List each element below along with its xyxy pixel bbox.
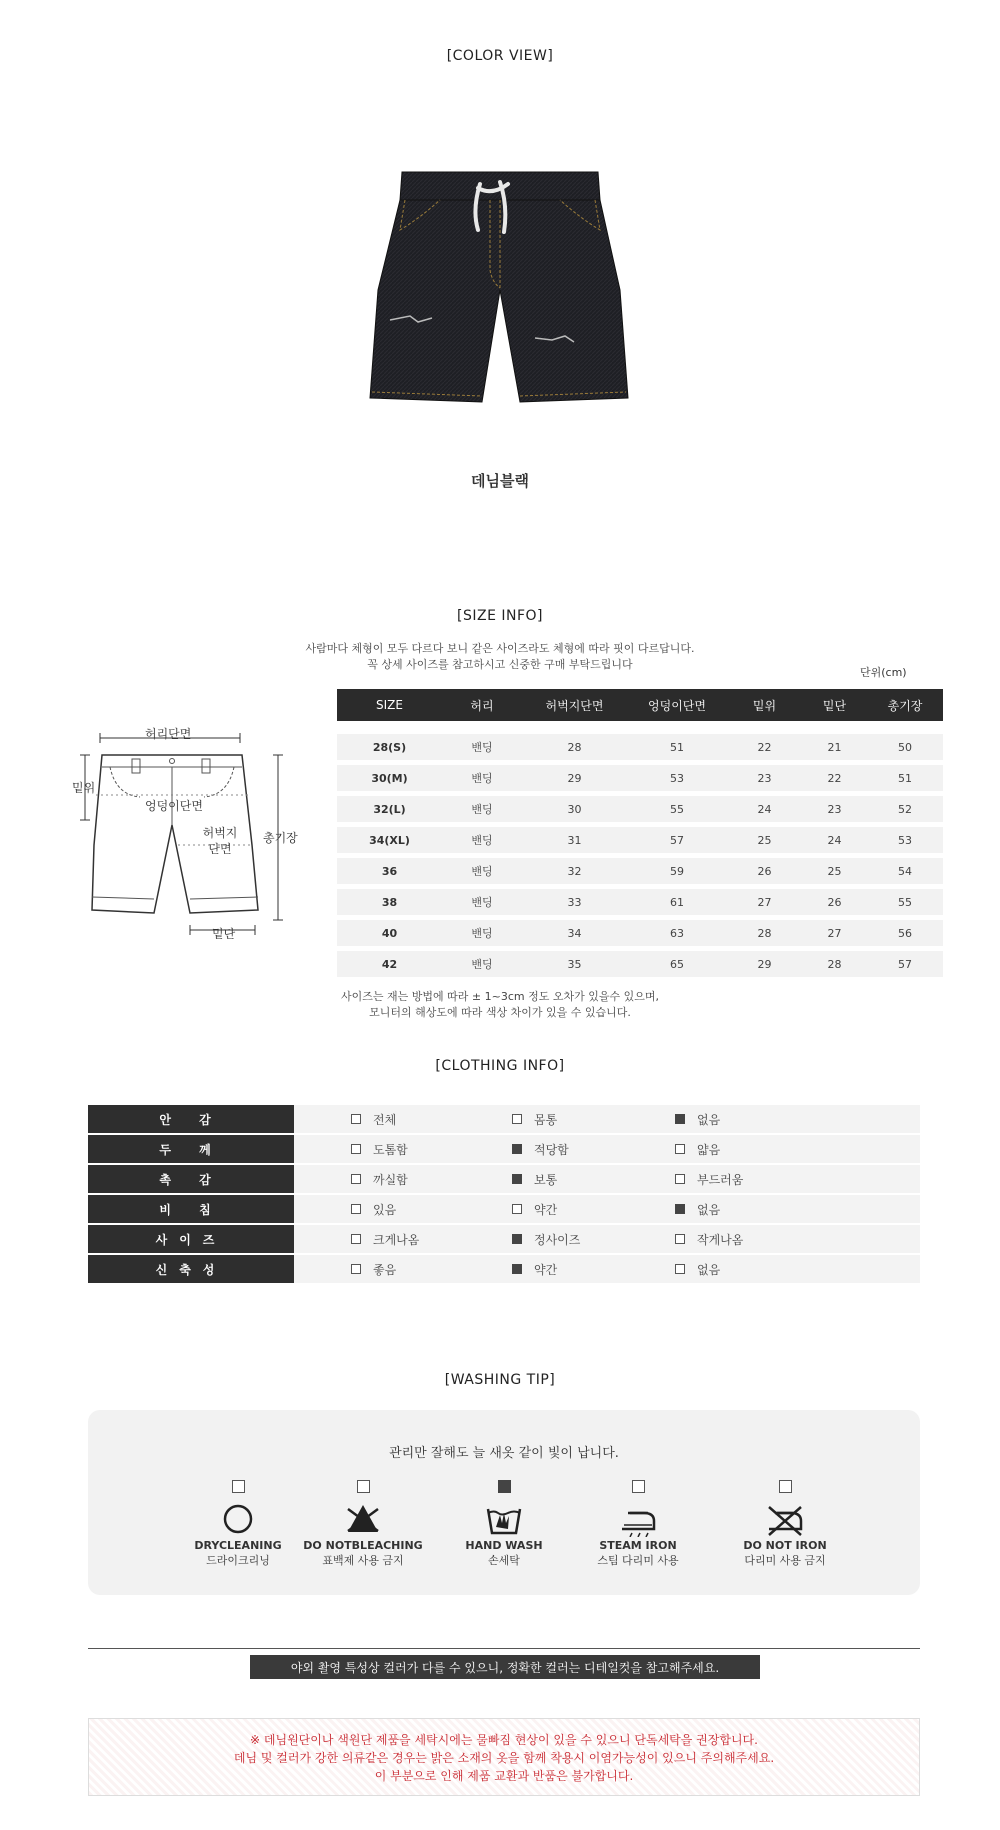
clothing-info-row <box>88 1165 920 1193</box>
clothing-info-row <box>88 1195 920 1223</box>
size-footnote-line2: 모니터의 해상도에 따라 색상 차이가 있을 수 있습니다. <box>369 1006 631 1019</box>
size-table-cell: 29 <box>757 957 772 971</box>
size-table-cell: 35 <box>567 957 582 971</box>
steam-iron-icon <box>618 1501 658 1537</box>
wash-ko-label: 손세탁 <box>488 1554 520 1567</box>
size-table-cell: 32(L) <box>373 802 406 816</box>
size-table-cell: 21 <box>827 740 842 754</box>
checkbox <box>512 1204 522 1214</box>
wash-checkbox <box>632 1480 645 1493</box>
size-table-row <box>337 827 943 853</box>
clothing-info-option-label: 정사이즈 <box>534 1232 581 1247</box>
size-table-cell: 24 <box>827 833 842 847</box>
size-table-cell: 27 <box>827 926 842 940</box>
size-note-line1: 사람마다 체형이 모두 다르다 보니 같은 사이즈라도 체형에 따라 핏이 다르답니다. <box>305 642 695 655</box>
wash-ko-label: 스팀 다리미 사용 <box>597 1554 679 1567</box>
checkbox <box>351 1114 361 1124</box>
size-table-body <box>337 734 943 977</box>
size-table-cell: 밴딩 <box>471 958 493 971</box>
wash-en-label: DRYCLEANING <box>194 1539 282 1552</box>
clothing-info-row <box>88 1225 920 1253</box>
clothing-info-label: 신축성 <box>88 1255 294 1283</box>
size-table-cell: 밴딩 <box>471 865 493 878</box>
clothing-info-option-label: 크게나옴 <box>373 1232 420 1247</box>
hand-wash-icon <box>484 1501 524 1537</box>
size-table-header <box>337 689 943 721</box>
clothing-info-option-label: 약간 <box>534 1202 558 1217</box>
size-table-cell: 23 <box>827 802 842 816</box>
clothing-info-option <box>675 1171 743 1188</box>
size-table-row <box>337 858 943 884</box>
denim-warning-line2: 데님 및 컬러가 강한 의류같은 경우는 밝은 소재의 옷을 함께 착용시 이염가능성이 있으니 주의해주세요. <box>233 1751 775 1765</box>
diagram-label-hip: 엉덩이단면 <box>145 799 203 813</box>
checkbox <box>351 1234 361 1244</box>
size-table-cell: 51 <box>898 771 912 785</box>
diagram-label-rise: 밑위 <box>72 781 96 795</box>
size-table-cell: 63 <box>670 926 684 940</box>
size-table-cell: 61 <box>670 895 684 909</box>
diagram-label-thigh: 허벅지 단면 <box>202 826 238 856</box>
size-table-cell: 밴딩 <box>471 834 493 847</box>
size-table-cell: 34 <box>567 926 582 940</box>
size-table <box>337 689 943 977</box>
wash-en-label: DO NOT IRON <box>743 1539 827 1552</box>
size-table-cell: 28(S) <box>372 740 407 754</box>
size-table-row <box>337 796 943 822</box>
clothing-info-option-label: 없음 <box>697 1112 721 1127</box>
drycleaning-icon <box>218 1501 258 1537</box>
size-table-cell: 38 <box>381 895 398 909</box>
color-name: 데님블랙 <box>471 472 529 490</box>
size-table-cell: 52 <box>898 802 912 816</box>
checkbox <box>675 1144 685 1154</box>
size-table-cell: 34(XL) <box>369 833 410 847</box>
size-table-cell: 40 <box>381 926 398 940</box>
clothing-info-label: 촉 감 <box>88 1165 294 1193</box>
size-table-row <box>337 765 943 791</box>
clothing-info-option-label: 보통 <box>534 1172 558 1187</box>
size-table-header-cell: SIZE <box>376 698 403 712</box>
size-table-cell: 31 <box>567 833 582 847</box>
size-table-cell: 55 <box>898 895 912 909</box>
photo-color-note: 야외 촬영 특성상 컬러가 다를 수 있으니, 정확한 컬러는 디테일컷을 참고해주세요. <box>250 1655 760 1679</box>
clothing-info-option <box>351 1141 408 1158</box>
diagram-label-waist: 허리단면 <box>145 727 192 741</box>
wash-item-no-iron <box>715 1480 855 1568</box>
clothing-info-option-label: 없음 <box>697 1262 721 1277</box>
size-table-cell: 22 <box>757 740 772 754</box>
wash-item-drycleaning <box>168 1480 308 1568</box>
wash-en-label: HAND WASH <box>465 1539 543 1552</box>
unit-label: 단위(cm) <box>860 666 907 679</box>
size-footnote-line1: 사이즈는 재는 방법에 따라 ± 1~3cm 정도 오차가 있을수 있으며, <box>341 990 659 1003</box>
clothing-info-option-label: 몸통 <box>534 1112 558 1127</box>
clothing-info-row <box>88 1135 920 1163</box>
clothing-info-option <box>675 1141 720 1158</box>
clothing-info-option <box>512 1141 569 1158</box>
size-info-title: [SIZE INFO] <box>457 608 543 624</box>
size-table-header-cell: 엉덩이단면 <box>648 698 706 713</box>
wash-checkbox <box>232 1480 245 1493</box>
size-table-cell: 28 <box>757 926 772 940</box>
size-table-cell: 59 <box>670 864 684 878</box>
wash-ko-label: 표백제 사용 금지 <box>322 1554 404 1567</box>
clothing-info-option <box>675 1111 720 1128</box>
size-table-row <box>337 951 943 977</box>
product-image-denim-shorts <box>360 170 645 450</box>
size-table-cell: 54 <box>898 864 912 878</box>
size-table-cell: 밴딩 <box>471 927 493 940</box>
denim-warning-line1: ※ 데님원단이나 색원단 제품을 세탁시에는 물빠짐 현상이 있을 수 있으니 단독세탁을 권장합니다. <box>250 1733 758 1747</box>
checkbox <box>351 1144 361 1154</box>
clothing-info-option <box>351 1231 419 1248</box>
wash-ko-label: 다리미 사용 금지 <box>744 1554 826 1567</box>
size-table-cell: 55 <box>670 802 684 816</box>
size-table-cell: 53 <box>670 771 684 785</box>
checkbox <box>675 1264 685 1274</box>
size-table-cell: 28 <box>567 740 582 754</box>
size-table-row <box>337 920 943 946</box>
clothing-info-option-label: 까실함 <box>373 1172 408 1187</box>
clothing-info-row <box>88 1255 920 1283</box>
clothing-info-option-label: 약간 <box>534 1262 558 1277</box>
wash-en-label: DO NOTBLEACHING <box>303 1539 423 1552</box>
clothing-info-option-label: 있음 <box>373 1202 397 1217</box>
size-table-cell: 27 <box>757 895 772 909</box>
checkbox <box>351 1174 361 1184</box>
size-table-cell: 50 <box>898 740 912 754</box>
wash-en-label: STEAM IRON <box>599 1539 677 1552</box>
washing-tip-panel <box>88 1410 920 1595</box>
size-table-cell: 밴딩 <box>471 741 493 754</box>
clothing-info-option-label: 적당함 <box>534 1142 569 1157</box>
wash-item-no-bleach <box>293 1480 433 1568</box>
clothing-info-option <box>675 1231 743 1248</box>
clothing-info-option <box>351 1261 396 1278</box>
clothing-info-label: 비 침 <box>88 1195 294 1223</box>
divider <box>88 1648 920 1649</box>
size-note-line2: 꼭 상세 사이즈를 참고하시고 신중한 구매 부탁드립니다 <box>367 658 633 671</box>
size-table-cell: 밴딩 <box>471 803 493 816</box>
size-table-cell: 32 <box>567 864 582 878</box>
size-table-row <box>337 889 943 915</box>
clothing-info-option <box>512 1231 580 1248</box>
clothing-info-label: 안 감 <box>88 1105 294 1133</box>
size-table-cell: 밴딩 <box>471 772 493 785</box>
washing-tip-intro: 관리만 잘해도 늘 새옷 같이 빛이 납니다. <box>389 1446 619 1461</box>
size-table-cell: 56 <box>898 926 912 940</box>
size-table-cell: 밴딩 <box>471 896 493 909</box>
size-table-cell: 25 <box>757 833 772 847</box>
size-table-cell: 30(M) <box>371 771 408 785</box>
size-table-row <box>337 734 943 760</box>
clothing-info-option <box>351 1171 408 1188</box>
checkbox-checked <box>512 1144 522 1154</box>
clothing-info-option <box>512 1111 557 1128</box>
diagram-label-hem: 밑단 <box>212 927 236 941</box>
wash-item-hand-wash <box>434 1480 574 1568</box>
clothing-info-option <box>512 1201 557 1218</box>
denim-warning-box <box>88 1718 920 1796</box>
size-table-header-cell: 허리 <box>470 698 494 713</box>
size-table-cell: 51 <box>670 740 684 754</box>
diagram-label-length: 총기장 <box>263 831 298 845</box>
checkbox <box>351 1204 361 1214</box>
checkbox <box>675 1174 685 1184</box>
clothing-info-option <box>675 1201 720 1218</box>
checkbox <box>351 1264 361 1274</box>
size-table-header-cell: 밑위 <box>752 698 777 713</box>
size-table-cell: 25 <box>827 864 842 878</box>
size-table-cell: 36 <box>381 864 398 878</box>
size-table-cell: 28 <box>827 957 842 971</box>
color-view-title: [COLOR VIEW] <box>446 48 554 64</box>
size-table-cell: 57 <box>898 957 912 971</box>
wash-ko-label: 드라이크리닝 <box>206 1554 270 1567</box>
no-iron-icon <box>765 1501 805 1537</box>
size-table-cell: 29 <box>567 771 582 785</box>
clothing-info-table <box>88 1105 920 1285</box>
size-table-cell: 57 <box>670 833 684 847</box>
clothing-info-option <box>351 1111 396 1128</box>
clothing-info-option-label: 작게나옴 <box>697 1232 744 1247</box>
clothing-info-option-label: 좋음 <box>373 1262 397 1277</box>
checkbox <box>512 1114 522 1124</box>
size-table-cell: 65 <box>670 957 684 971</box>
size-table-header-cell: 총기장 <box>887 698 923 713</box>
size-table-header-cell: 밑단 <box>822 698 847 713</box>
clothing-info-option <box>351 1201 396 1218</box>
size-table-cell: 26 <box>757 864 772 878</box>
clothing-info-option-label: 전체 <box>373 1112 397 1127</box>
clothing-info-option <box>512 1261 557 1278</box>
size-table-cell: 22 <box>827 771 842 785</box>
washing-tip-title: [WASHING TIP] <box>444 1372 556 1388</box>
size-diagram <box>70 725 310 945</box>
checkbox-checked <box>512 1174 522 1184</box>
checkbox-checked <box>675 1114 685 1124</box>
size-table-header-cell: 허벅지단면 <box>545 698 604 713</box>
size-table-cell: 24 <box>757 802 772 816</box>
clothing-info-label: 사이즈 <box>88 1225 294 1253</box>
wash-item-steam-iron <box>568 1480 708 1568</box>
checkbox-checked <box>512 1264 522 1274</box>
checkbox <box>675 1234 685 1244</box>
clothing-info-option-label: 부드러움 <box>697 1172 744 1187</box>
clothing-info-option-label: 얇음 <box>697 1142 721 1157</box>
clothing-info-option-label: 도톰함 <box>373 1142 408 1157</box>
size-table-cell: 33 <box>567 895 582 909</box>
size-table-cell: 23 <box>757 771 772 785</box>
size-table-cell: 26 <box>827 895 842 909</box>
size-table-cell: 53 <box>898 833 912 847</box>
clothing-info-option <box>675 1261 720 1278</box>
size-table-cell: 30 <box>567 802 582 816</box>
clothing-info-title: [CLOTHING INFO] <box>435 1058 565 1074</box>
clothing-info-label: 두 께 <box>88 1135 294 1163</box>
clothing-info-option <box>512 1171 557 1188</box>
clothing-info-row <box>88 1105 920 1133</box>
wash-checkbox <box>779 1480 792 1493</box>
wash-checkbox <box>357 1480 370 1493</box>
denim-warning-line3: 이 부분으로 인해 제품 교환과 반품은 불가합니다. <box>374 1769 634 1783</box>
checkbox-checked <box>512 1234 522 1244</box>
size-table-cell: 42 <box>381 957 398 971</box>
clothing-info-option-label: 없음 <box>697 1202 721 1217</box>
checkbox-checked <box>675 1204 685 1214</box>
no-bleach-icon <box>343 1501 383 1537</box>
wash-checkbox-checked <box>498 1480 511 1493</box>
